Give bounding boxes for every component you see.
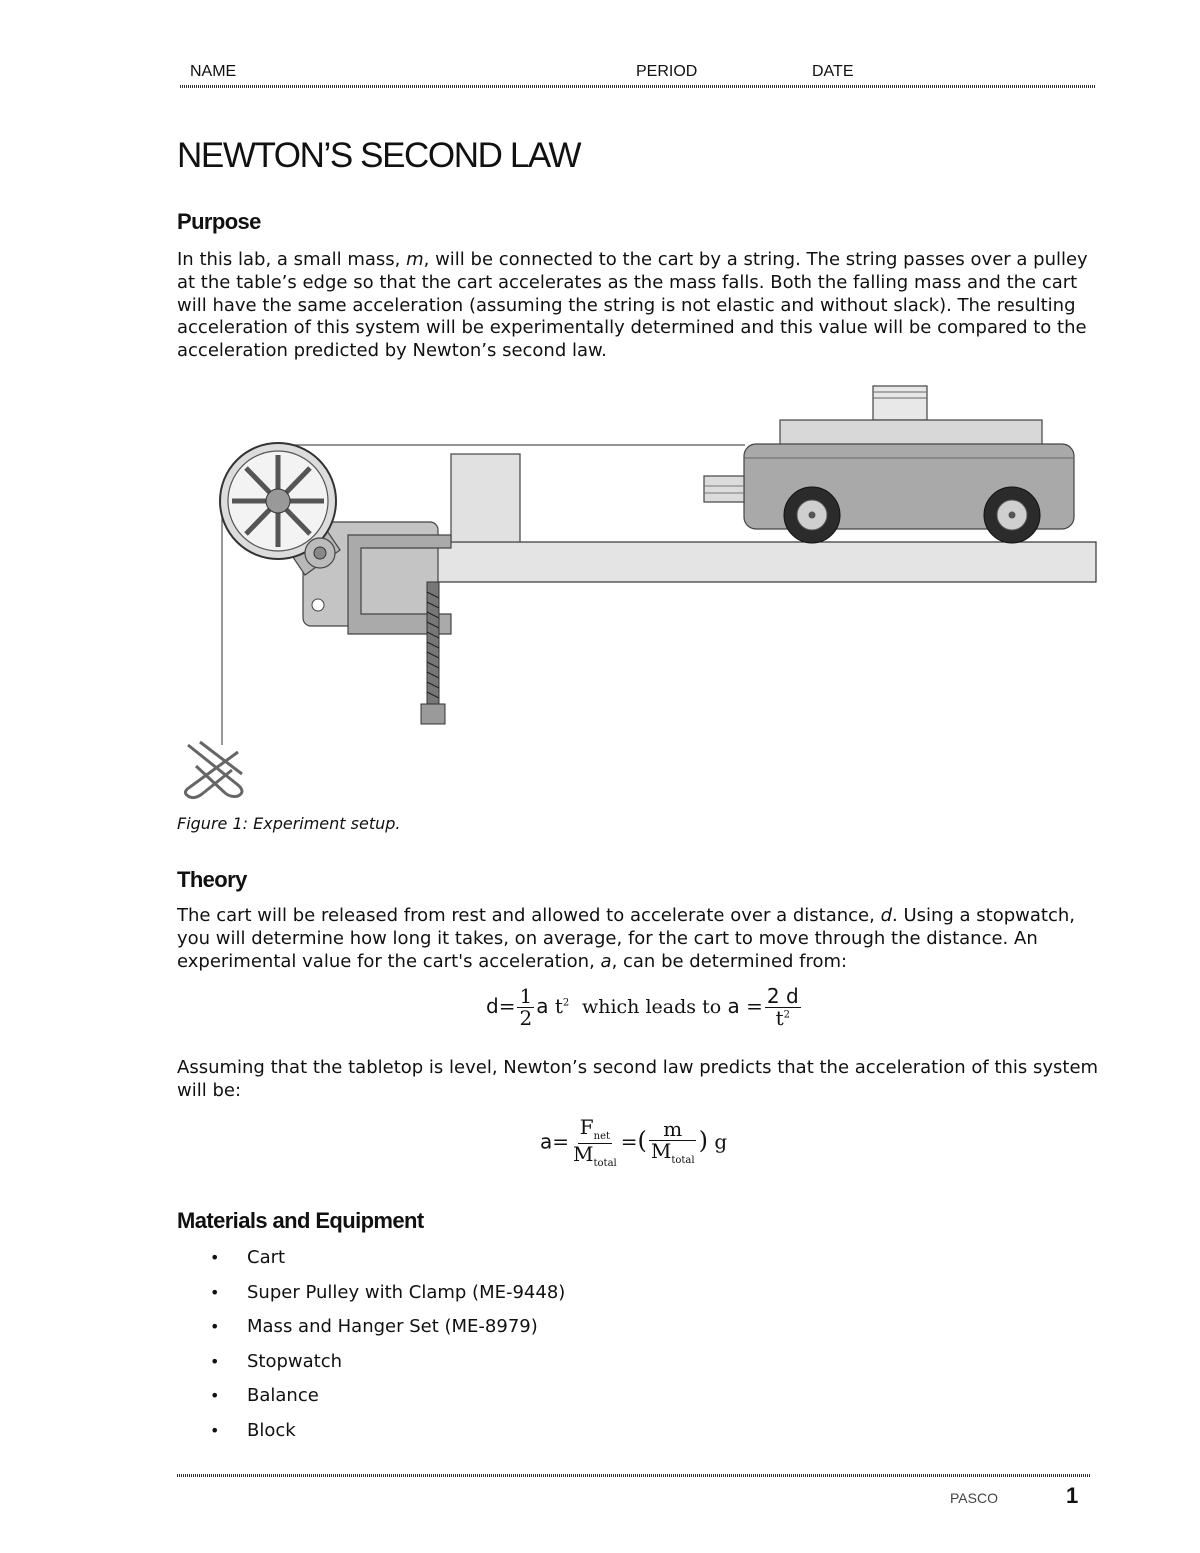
theory-heading: Theory bbox=[177, 867, 247, 892]
newton-second-law-equation: a= $\frac{F_{net}}{M_{total}}$ =( $\frac{m}{M_{total}}$ ) g bbox=[540, 1115, 728, 1169]
cart-plunger bbox=[704, 476, 744, 502]
experiment-setup-figure bbox=[175, 380, 1100, 800]
materials-heading: Materials and Equipment bbox=[177, 1208, 424, 1233]
bullet-icon: • bbox=[210, 1317, 220, 1337]
theory-paragraph-2: Assuming that the tabletop is level, Newton’s second law predicts that the acceleration of this system will be: bbox=[177, 1057, 1099, 1101]
variable-m: m bbox=[406, 249, 424, 270]
cart-mass bbox=[873, 386, 927, 420]
footer-dotted-rule bbox=[177, 1474, 1090, 1477]
cart-wheel-rear bbox=[984, 487, 1040, 543]
variable-a: a bbox=[600, 950, 612, 972]
table-top bbox=[350, 542, 1096, 582]
variable-d: d bbox=[880, 905, 892, 926]
page-title: NEWTON’S SECOND LAW bbox=[177, 136, 581, 175]
block bbox=[451, 454, 520, 542]
period-label: PERIOD bbox=[636, 63, 698, 80]
page-number: 1 bbox=[1066, 1483, 1079, 1508]
cart bbox=[704, 386, 1074, 543]
paper-clip-mass bbox=[185, 742, 242, 798]
bullet-icon: • bbox=[210, 1248, 220, 1267]
bracket-hole bbox=[312, 599, 324, 611]
name-label: NAME bbox=[190, 63, 237, 80]
bullet-icon: • bbox=[210, 1420, 220, 1440]
figure-caption: Figure 1: Experiment setup. bbox=[177, 814, 401, 833]
cart-wheel-front bbox=[784, 487, 840, 543]
bullet-icon: • bbox=[210, 1351, 220, 1371]
screw-foot bbox=[421, 704, 445, 724]
header-dotted-rule bbox=[180, 85, 1095, 88]
theory-paragraph-1: The cart will be released from rest and allowed to accelerate over a distance, d. Using a stopwatch, you will determine how long it takes, on average, for the cart to move through the distance. An experimental value for the cart's acceleration, a, can be determined from: bbox=[177, 905, 1076, 972]
bullet-icon: • bbox=[210, 1282, 220, 1302]
bullet-icon: • bbox=[210, 1386, 220, 1406]
footer-publisher: PASCO bbox=[950, 1490, 998, 1506]
date-label: DATE bbox=[812, 63, 854, 80]
purpose-heading: Purpose bbox=[177, 209, 261, 234]
kinematics-equation: d= $\frac{1}{2}$ a $t^2$ which leads to a = $\frac{2 d}{t^2}$ bbox=[486, 984, 799, 1030]
purpose-paragraph: In this lab, a small mass, m, will be connected to the cart by a string. The string passes over a pulley at the table’s edge so that the cart accelerates as the mass falls. Both the falling mass and the cart will have the same acceleration (assuming the string is not elastic and without slack). The resulting acceleration of this system will be experimentally determined and this value will be compared to the acceleration predicted by Newton’s second law. bbox=[177, 249, 1088, 362]
